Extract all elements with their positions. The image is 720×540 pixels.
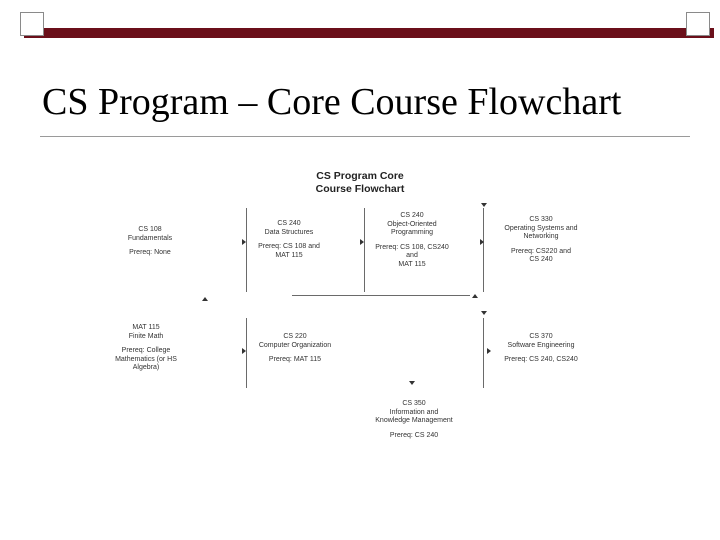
connector-col2-top — [246, 208, 247, 292]
cs350-course: CS 350 — [402, 400, 426, 407]
cs240ds-spacer — [250, 237, 328, 243]
top-decoration — [0, 12, 720, 42]
slide-title: CS Program – Core Course Flowchart — [42, 81, 622, 123]
cs370-prereq: Prereq: CS 240, CS240 — [504, 356, 578, 363]
cs330-course: CS 330 — [529, 216, 553, 223]
connector-col3-top — [364, 208, 365, 292]
node-cs108 — [110, 226, 190, 258]
mat115-prereq-2: Mathematics (or HS — [115, 355, 177, 363]
cs220-spacer — [250, 350, 340, 356]
mat115-spacer — [104, 341, 188, 347]
flowchart-title-line1: CS Program Core — [316, 170, 404, 182]
cs370-name: Software Engineering — [507, 341, 575, 349]
node-cs220 — [250, 333, 340, 365]
cs108-course: CS 108 — [138, 226, 162, 233]
mat115-prereq-1: Prereq: College — [121, 347, 171, 354]
arrow-up-mat115 — [202, 297, 208, 301]
arrow-into-col4 — [480, 239, 484, 245]
cs240oop-prereq-2: and — [406, 252, 418, 259]
cs240oop-spacer — [366, 238, 458, 244]
cs330-prereq-1: Prereq: CS220 and — [511, 247, 571, 255]
mat115-name: Finite Math — [128, 332, 164, 340]
cs330-prereq-2: CS 240 — [529, 256, 553, 263]
arrow-to-cs240-ds — [242, 239, 246, 245]
arrow-to-cs350 — [409, 381, 415, 385]
cs108-spacer — [110, 243, 190, 249]
title-divider — [40, 136, 690, 137]
connector-col4-top — [483, 208, 484, 292]
arrow-into-cs370 — [487, 348, 491, 354]
node-cs350 — [364, 400, 464, 440]
cs108-name: Fundamentals — [127, 234, 173, 242]
arrow-to-cs240-oop — [360, 239, 364, 245]
cs370-course: CS 370 — [529, 333, 553, 340]
connector-col2-bottom — [246, 318, 247, 388]
cs240ds-prereq-1: Prereq: CS 108 and — [258, 243, 320, 250]
flowchart-title — [295, 170, 425, 196]
arrow-to-cs220 — [242, 348, 246, 354]
cs350-name-1: Information and — [389, 408, 439, 416]
corner-square-left — [20, 12, 44, 36]
cs220-name: Computer Organization — [258, 341, 332, 349]
node-cs240-data-structures — [250, 220, 328, 260]
connector-col4-bottom — [483, 318, 484, 388]
node-mat115 — [104, 324, 188, 373]
cs330-name-1: Operating Systems and — [504, 224, 578, 232]
node-cs330 — [494, 216, 588, 265]
cs330-name-2: Networking — [523, 233, 559, 240]
cs330-spacer — [494, 242, 588, 248]
cs370-spacer — [494, 350, 588, 356]
mat115-course: MAT 115 — [132, 324, 160, 331]
cs220-prereq: Prereq: MAT 115 — [268, 356, 322, 363]
node-cs240-object-oriented — [366, 212, 458, 269]
arrow-to-cs370 — [481, 311, 487, 315]
cs240oop-prereq-3: MAT 115 — [398, 260, 426, 268]
cs350-name-2: Knowledge Management — [375, 417, 453, 424]
mat115-prereq-3: Algebra) — [132, 364, 160, 371]
cs240ds-name: Data Structures — [264, 228, 314, 236]
cs240oop-course: CS 240 — [400, 212, 424, 219]
arrow-up-mid-right — [472, 294, 478, 298]
cs240oop-name-2: Programming — [390, 229, 433, 236]
cs350-prereq: Prereq: CS 240 — [389, 431, 439, 439]
cs350-spacer — [364, 426, 464, 432]
connector-horizontal-mid — [292, 295, 470, 296]
corner-square-right — [686, 12, 710, 36]
node-cs370 — [494, 333, 588, 365]
flowchart-title-line2: Course Flowchart — [315, 183, 405, 195]
cs108-prereq: Prereq: None — [129, 249, 171, 256]
arrow-to-cs330 — [481, 203, 487, 207]
cs240oop-name-1: Object-Oriented — [387, 220, 437, 228]
cs240ds-course: CS 240 — [277, 220, 301, 227]
cs240ds-prereq-2: MAT 115 — [275, 251, 303, 259]
cs220-course: CS 220 — [283, 333, 307, 340]
cs240oop-prereq-1: Prereq: CS 108, CS240 — [375, 243, 449, 251]
